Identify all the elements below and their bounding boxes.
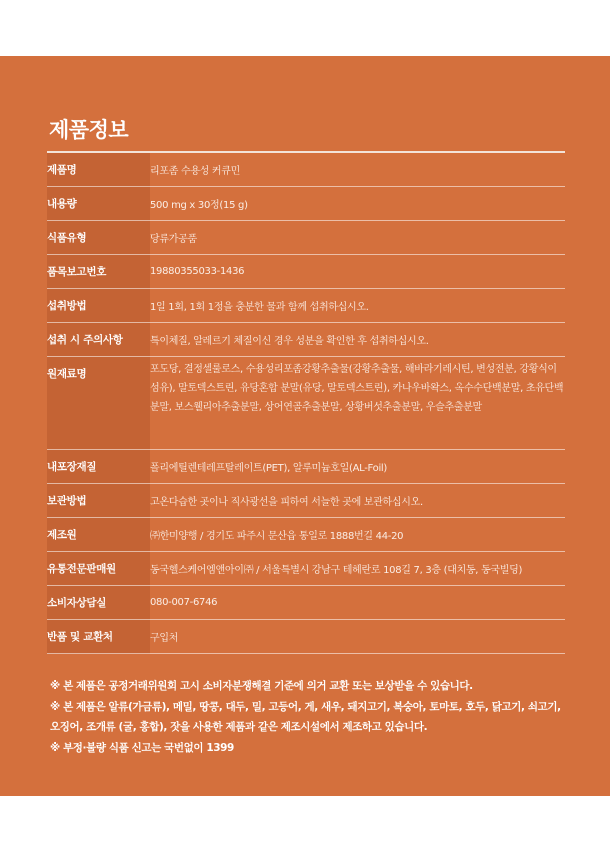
table-row — [47, 518, 565, 552]
row-value: 고온다습한 곳이나 직사광선을 피하여 서늘한 곳에 보관하십시오. — [150, 484, 565, 518]
row-value: 동국헬스케어엠앤아이㈜ / 서울특별시 강남구 테헤란로 108길 7, 3층 (대치동, 동국빌딩) — [150, 552, 565, 586]
table-row — [47, 152, 565, 187]
row-label: 소비자상담실 — [47, 586, 150, 620]
row-value: 구입처 — [150, 620, 565, 654]
row-value: 리포좀 수용성 커큐민 — [150, 152, 565, 187]
table-row — [47, 450, 565, 484]
notice-line: ※ 본 제품은 공정거래위원회 고시 소비자분쟁해결 기준에 의거 교환 또는 보상받을 수 있습니다. — [50, 680, 473, 692]
table-row — [47, 289, 565, 323]
table-row — [47, 552, 565, 586]
notice-line: ※ 본 제품은 알류(가금류), 메밀, 땅콩, 대두, 밀, 고등어, 게, 새우, 돼지고기, 복숭아, 토마토, 호두, 닭고기, 쇠고기, 오징어, 조개류 (굴, 홍합), 잣을 사용한 제품과 같은 제조시설에서 제조하고 있습니다. — [50, 700, 561, 733]
row-value: 080-007-6746 — [150, 586, 565, 620]
row-value: 폴리에틸렌테레프탈레이트(PET), 알루미늄호일(AL-Foil) — [150, 450, 565, 484]
section-title: 제품정보 — [49, 118, 129, 142]
row-value: 포도당, 결정셀룰로스, 수용성리포좀강황추출물(강황추출물, 해바라기레시틴, 변성전분, 강황식이섬유), 말토덱스트린, 유당혼합 분말(유당, 말토덱스트린), 카나우바왁스, 옥수수단백분말, 초유단백분말, 보스웰리아추출분말, 상어연골추출분말, 상황버섯추출분말, 우슬추출분말 — [150, 357, 565, 450]
row-label: 원재료명 — [47, 357, 150, 450]
table-row — [47, 586, 565, 620]
row-label: 제조원 — [47, 518, 150, 552]
row-value: 1일 1회, 1회 1정을 충분한 물과 함께 섭취하십시오. — [150, 289, 565, 323]
product-info-table — [47, 151, 565, 654]
table-row — [47, 187, 565, 221]
table-row — [47, 255, 565, 289]
row-label: 섭취 시 주의사항 — [47, 323, 150, 357]
row-value: 당류가공품 — [150, 221, 565, 255]
row-value: ㈜한미양행 / 경기도 파주시 문산읍 통일로 1888번길 44-20 — [150, 518, 565, 552]
table-row — [47, 323, 565, 357]
notice-line: ※ 부정·불량 식품 신고는 국번없이 1399 — [50, 741, 234, 754]
product-info-panel — [0, 56, 610, 796]
row-label: 내포장재질 — [47, 450, 150, 484]
row-value: 19880355033-1436 — [150, 255, 565, 289]
row-label: 섭취방법 — [47, 289, 150, 323]
table-row — [47, 221, 565, 255]
row-label: 내용량 — [47, 187, 150, 221]
row-label: 보관방법 — [47, 484, 150, 518]
notice-text — [50, 676, 570, 758]
table-row — [47, 620, 565, 654]
row-label: 식품유형 — [47, 221, 150, 255]
row-label: 제품명 — [47, 152, 150, 187]
row-label: 반품 및 교환처 — [47, 620, 150, 654]
row-value: 500 mg x 30정(15 g) — [150, 187, 565, 221]
row-label: 품목보고번호 — [47, 255, 150, 289]
table-row — [47, 484, 565, 518]
table-row — [47, 357, 565, 450]
row-label: 유통전문판매원 — [47, 552, 150, 586]
row-value: 특이체질, 알레르기 체질이신 경우 성분을 확인한 후 섭취하십시오. — [150, 323, 565, 357]
